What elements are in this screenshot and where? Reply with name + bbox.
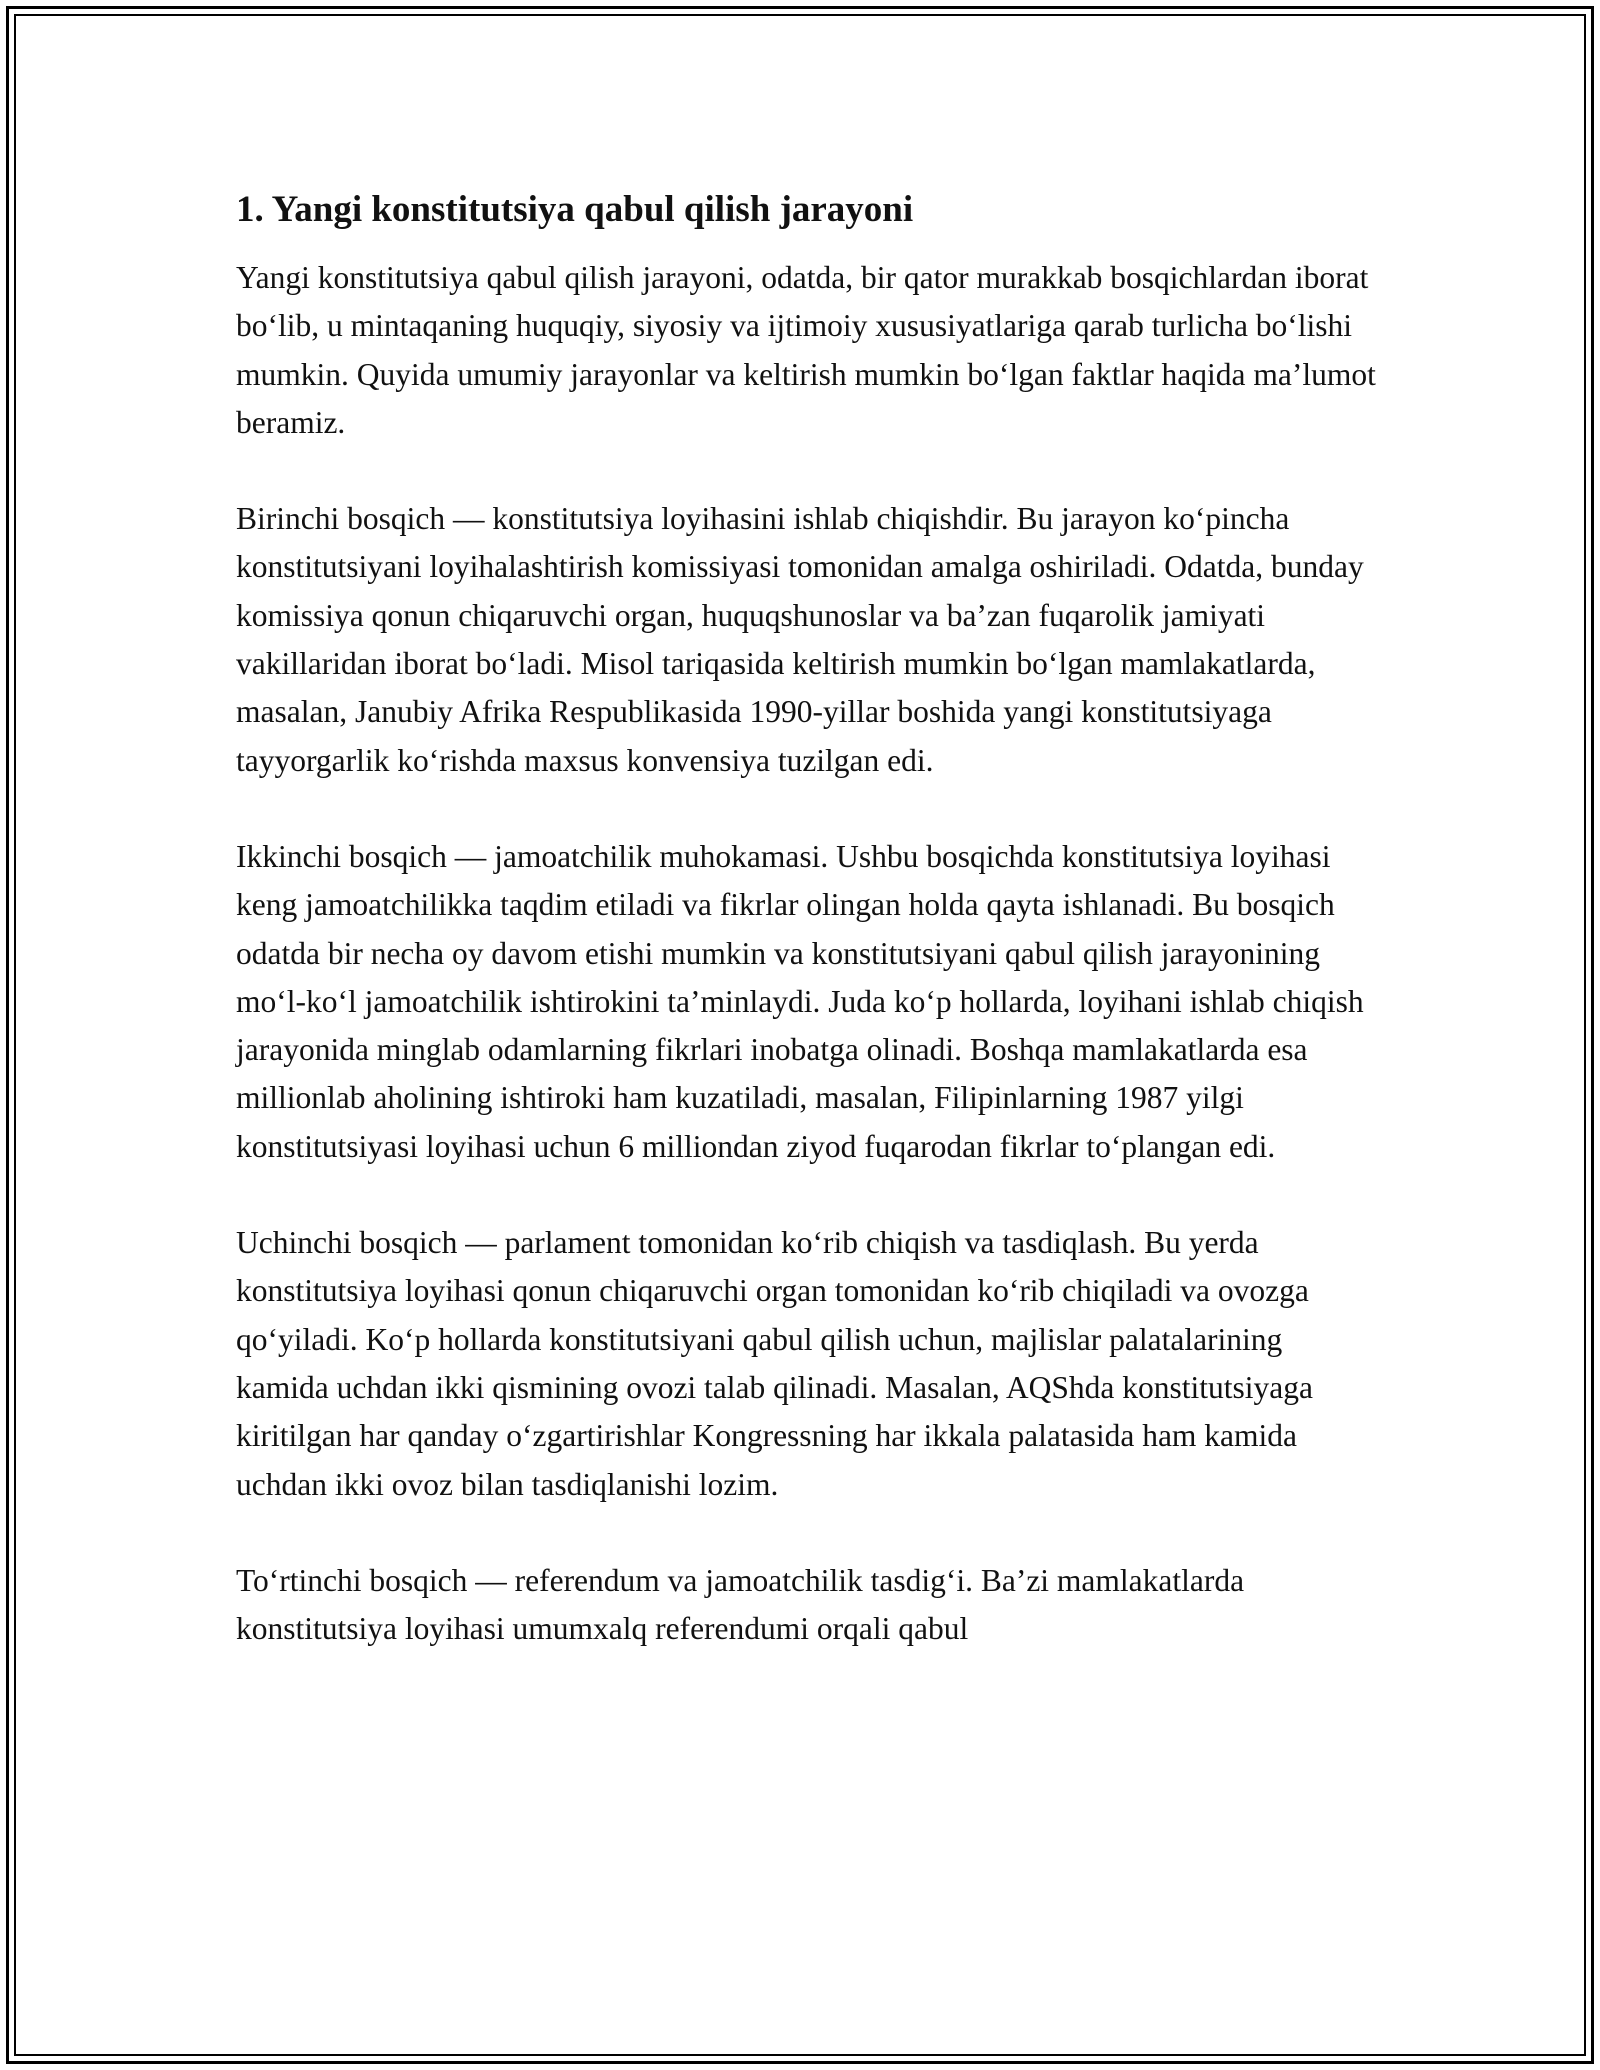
paragraph-intro: Yangi konstitutsiya qabul qilish jarayoni, odatda, bir qator murakkab bosqichlardan iborat bo‘lib, u mintaqaning huquqiy, siyosiy va ijtimoiy xususiyatlariga qarab turlicha bo‘lishi mumkin. Quyida umumiy jarayonlar va keltirish mumkin bo‘lgan faktlar haqida ma’lumot beramiz. [236,260,1376,440]
paragraph-stage-3: Uchinchi bosqich — parlament tomonidan ko‘rib chiqish va tasdiqlash. Bu yerda konstitutsiya loyihasi qonun chiqaruvchi organ tomonidan ko‘rib chiqiladi va ovozga qo‘yiladi. Ko‘p hollarda konstitutsiyani qabul qilish uchun, majlislar palatalarining kamida uchdan ikki qismining ovozi talab qilinadi. Masalan, AQShda konstitutsiyaga kiritilgan har qanday o‘zgartirishlar Kongressning har ikkala palatasida ham kamida uchdan ikki ovoz bilan tasdiqlanishi lozim. [236,1225,1313,1502]
section-heading: 1. Yangi konstitutsiya qabul qilish jarayoni [236,189,914,230]
paragraph-stage-2: Ikkinchi bosqich — jamoatchilik muhokamasi. Ushbu bosqichda konstitutsiya loyihasi keng jamoatchilikka taqdim etiladi va fikrlar olingan holda qayta ishlanadi. Bu bosqich odatda bir necha oy davom etishi mumkin va konstitutsiyani qabul qilish jarayonining mo‘l-ko‘l jamoatchilik ishtirokini ta’minlaydi. Juda ko‘p hollarda, loyihani ishlab chiqish jarayonida minglab odamlarning fikrlari inobatga olinadi. Boshqa mamlakatlarda esa millionlab aholining ishtiroki ham kuzatiladi, masalan, Filipinlarning 1987 yilgi konstitutsiyasi loyihasi uchun 6 milliondan ziyod fuqarodan fikrlar to‘plangan edi. [236,838,1364,1164]
document-body [236,186,1376,1701]
paragraph-stage-1: Birinchi bosqich — konstitutsiya loyihasini ishlab chiqishdir. Bu jarayon ko‘pincha konstitutsiyani loyihalashtirish komissiyasi tomonidan amalga oshiriladi. Odatda, bunday komissiya qonun chiqaruvchi organ, huquqshunoslar va ba’zan fuqarolik jamiyati vakillaridan iborat bo‘ladi. Misol tariqasida keltirish mumkin bo‘lgan mamlakatlarda, masalan, Janubiy Afrika Respublikasida 1990-yillar boshida yangi konstitutsiyaga tayyorgarlik ko‘rishda maxsus konvensiya tuzilgan edi. [236,501,1364,778]
paragraph-stage-4: To‘rtinchi bosqich — referendum va jamoatchilik tasdig‘i. Ba’zi mamlakatlarda konstitutsiya loyihasi umumxalq referendumi orqali qabul [236,1562,1245,1647]
